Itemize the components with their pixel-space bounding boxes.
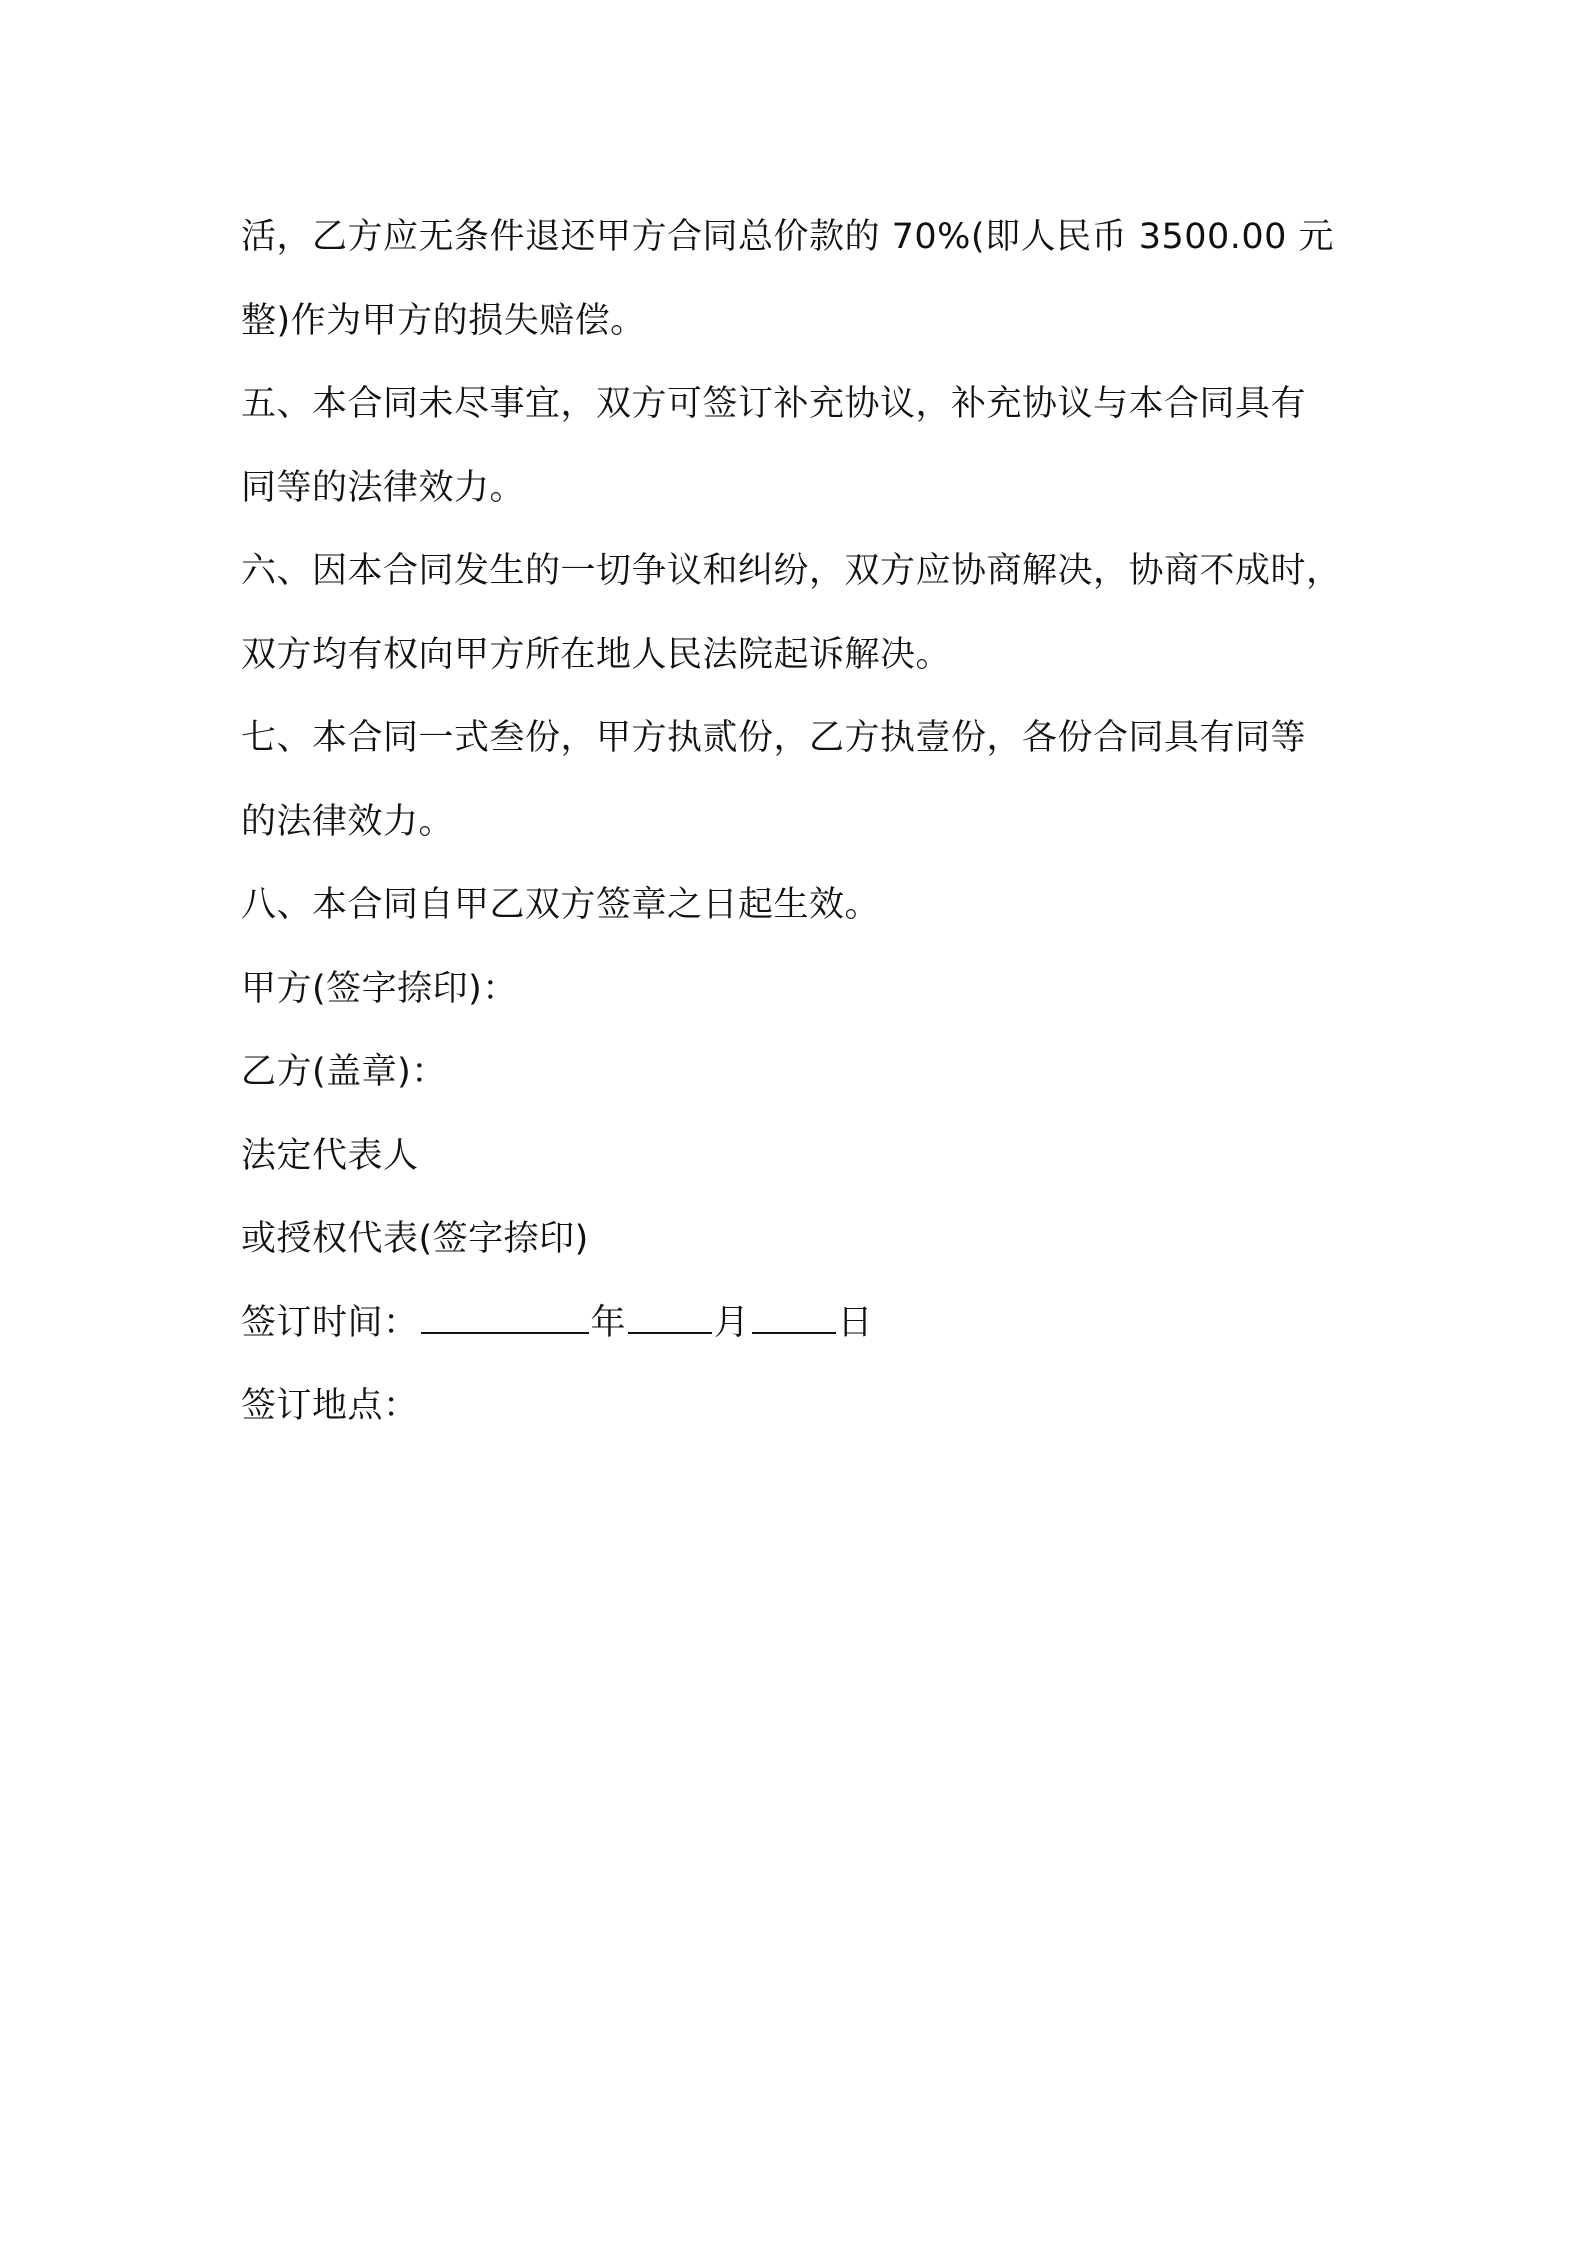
party-b-seal-label: 乙方(盖章)： <box>241 1052 447 1092</box>
text-line: 整)作为甲方的损失赔偿。 <box>241 300 646 341</box>
authorized-representative-label: 或授权代表(签字捺印) <box>241 1219 589 1259</box>
day-blank <box>752 1302 836 1334</box>
clause-8: 八、本合同自甲乙双方签章之日起生效。 <box>241 885 881 925</box>
document-body <box>241 196 1361 1449</box>
clause-7: 七、本合同一式叁份，甲方执贰份，乙方执壹份，各份合同具有同等 <box>241 718 1307 758</box>
sign-place-label: 签订地点： <box>241 1386 419 1426</box>
year-label: 年 <box>590 1302 627 1343</box>
day-label: 日 <box>837 1302 874 1343</box>
text-line: 的法律效力。 <box>241 801 455 842</box>
clause-5: 五、本合同未尽事宜，双方可签订补充协议，补充协议与本合同具有 <box>241 384 1307 424</box>
party-a-signature-label: 甲方(签字捺印)： <box>241 968 518 1009</box>
clause-6: 六、因本合同发生的一切争议和纠纷，双方应协商解决，协商不成时， <box>241 551 1342 591</box>
text-line: 活，乙方应无条件退还甲方合同总价款的 70%(即人民币 3500.00 元 <box>241 217 1335 257</box>
text-line: 双方均有权向甲方所在地人民法院起诉解决。 <box>241 634 952 675</box>
year-blank <box>421 1302 589 1334</box>
month-blank <box>628 1302 712 1334</box>
sign-time-label: 签订时间： <box>241 1302 419 1343</box>
legal-representative-label: 法定代表人 <box>241 1135 419 1176</box>
sign-time-row <box>241 1282 1361 1366</box>
month-label: 月 <box>714 1302 750 1343</box>
text-line: 同等的法律效力。 <box>241 467 526 508</box>
